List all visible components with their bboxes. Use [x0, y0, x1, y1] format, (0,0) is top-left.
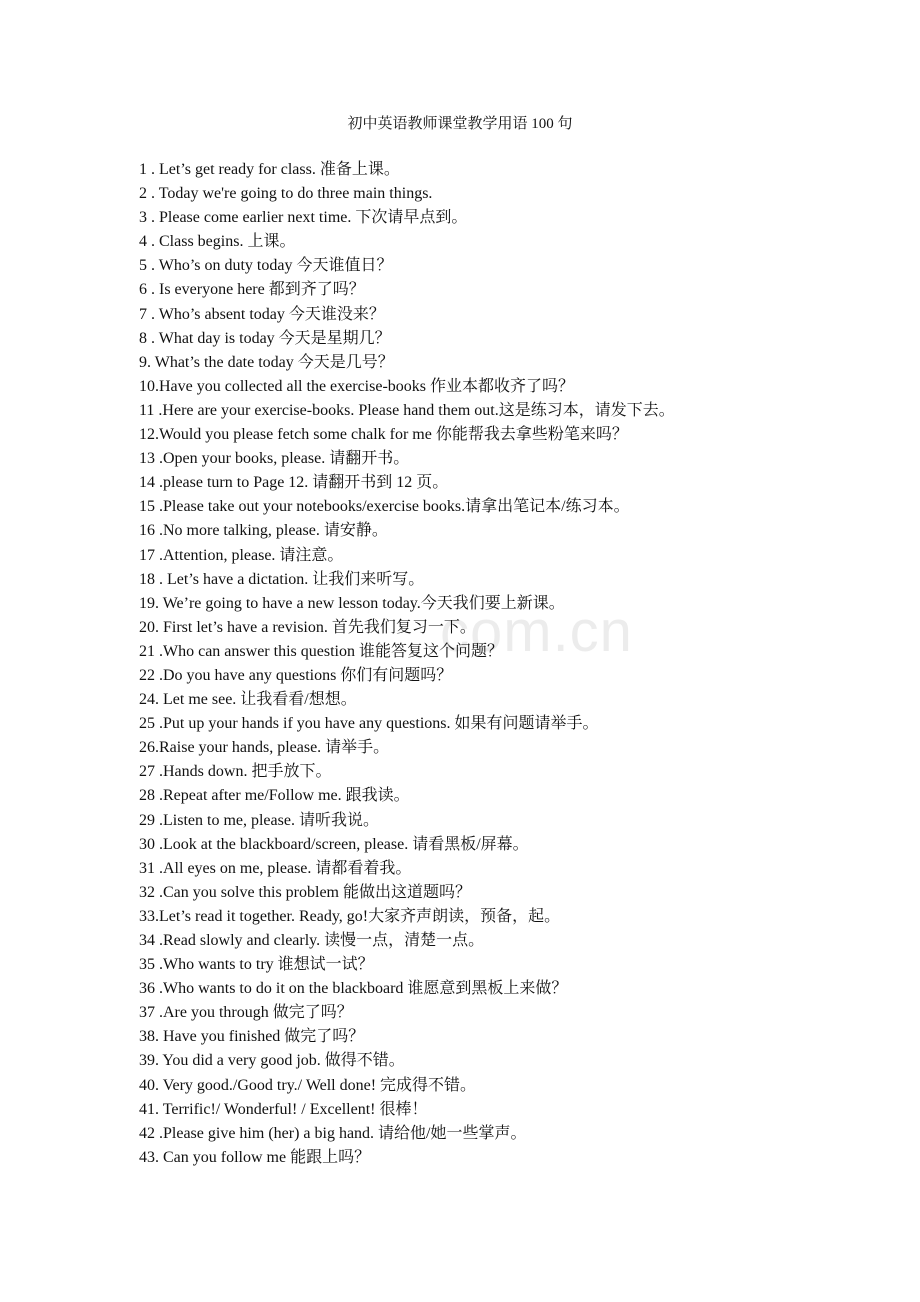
phrase-line: 10.Have you collected all the exercise-books 作业本都收齐了吗？: [139, 377, 575, 395]
phrase-line: 13 .Open your books, please. 请翻开书。: [139, 450, 410, 468]
phrase-line: 37 .Are you through 做完了吗？: [139, 1004, 353, 1022]
phrase-line: 22 .Do you have any questions 你们有问题吗？: [139, 666, 453, 684]
phrase-line: 29 .Listen to me, please. 请听我说。: [139, 811, 379, 829]
phrase-line: 38. Have you finished 做完了吗？: [139, 1028, 365, 1046]
phrase-line: 36 .Who wants to do it on the blackboard 谁愿意到黑板上来做？: [139, 980, 568, 998]
phrase-line: 26.Raise your hands, please. 请举手。: [139, 739, 390, 757]
phrase-line: 20. First let’s have a revision. 首先我们复习一下。: [139, 618, 476, 636]
phrase-line: 43. Can you follow me 能跟上吗？: [139, 1148, 371, 1166]
phrase-line: 2 . Today we're going to do three main things.: [139, 185, 433, 203]
phrase-line: 19. We’re going to have a new lesson today.今天我们要上新课。: [139, 594, 565, 612]
phrase-line: 6 . Is everyone here 都到齐了吗？: [139, 281, 365, 299]
phrase-line: 5 . Who’s on duty today 今天谁值日？: [139, 257, 393, 275]
phrase-line: 15 .Please take out your notebooks/exercise books.请拿出笔记本/练习本。: [139, 498, 630, 516]
phrase-line: 33.Let’s read it together. Ready, go!大家齐声朗读，预备，起。: [139, 907, 561, 925]
phrase-line: 30 .Look at the blackboard/screen, please. 请看黑板/屏幕。: [139, 835, 529, 853]
phrase-line: 27 .Hands down. 把手放下。: [139, 763, 332, 781]
phrase-line: 12.Would you please fetch some chalk for me 你能帮我去拿些粉笔来吗？: [139, 426, 628, 444]
watermark: com.cn: [440, 599, 633, 664]
phrase-line: 17 .Attention, please. 请注意。: [139, 546, 344, 564]
phrase-line: 34 .Read slowly and clearly. 读慢一点，清楚一点。: [139, 932, 485, 949]
phrase-line: 41. Terrific!/ Wonderful! / Excellent! 很棒！: [139, 1100, 428, 1118]
document-title: 初中英语教师课堂教学用语 100 句: [347, 116, 573, 132]
phrase-line: 25 .Put up your hands if you have any questions. 如果有问题请举手。: [139, 715, 599, 733]
phrase-line: 8 . What day is today 今天是星期几？: [139, 329, 391, 347]
phrase-line: 24. Let me see. 让我看看/想想。: [139, 691, 357, 709]
phrase-line: 35 .Who wants to try 谁想试一试？: [139, 956, 374, 974]
phrase-line: 11 .Here are your exercise-books. Please hand them out.这是练习本，请发下去。: [139, 401, 675, 419]
phrase-line: 1 . Let’s get ready for class. 准备上课。: [139, 161, 400, 178]
phrase-line: 4 . Class begins. 上课。: [139, 233, 296, 251]
phrase-line: 21 .Who can answer this question 谁能答复这个问题？: [139, 642, 503, 660]
phrase-line: 40. Very good./Good try./ Well done! 完成得不错。: [139, 1076, 477, 1094]
phrase-list: [139, 158, 899, 1170]
phrase-line: 16 .No more talking, please. 请安静。: [139, 522, 388, 540]
phrase-line: 9. What’s the date today 今天是几号？: [139, 353, 394, 371]
phrase-line: 31 .All eyes on me, please. 请都看着我。: [139, 859, 412, 877]
phrase-line: 3 . Please come earlier next time. 下次请早点到。: [139, 209, 468, 227]
phrase-line: 18 . Let’s have a dictation. 让我们来听写。: [139, 570, 425, 588]
phrase-line: 14 .please turn to Page 12. 请翻开书到 12 页。: [139, 474, 449, 492]
phrase-line: 32 .Can you solve this problem 能做出这道题吗？: [139, 883, 471, 901]
phrase-line: 42 .Please give him (her) a big hand. 请给他/她一些掌声。: [139, 1124, 527, 1142]
phrase-line: 7 . Who’s absent today 今天谁没来？: [139, 305, 385, 323]
phrase-line: 28 .Repeat after me/Follow me. 跟我读。: [139, 787, 410, 805]
phrase-line: 39. You did a very good job. 做得不错。: [139, 1052, 405, 1070]
